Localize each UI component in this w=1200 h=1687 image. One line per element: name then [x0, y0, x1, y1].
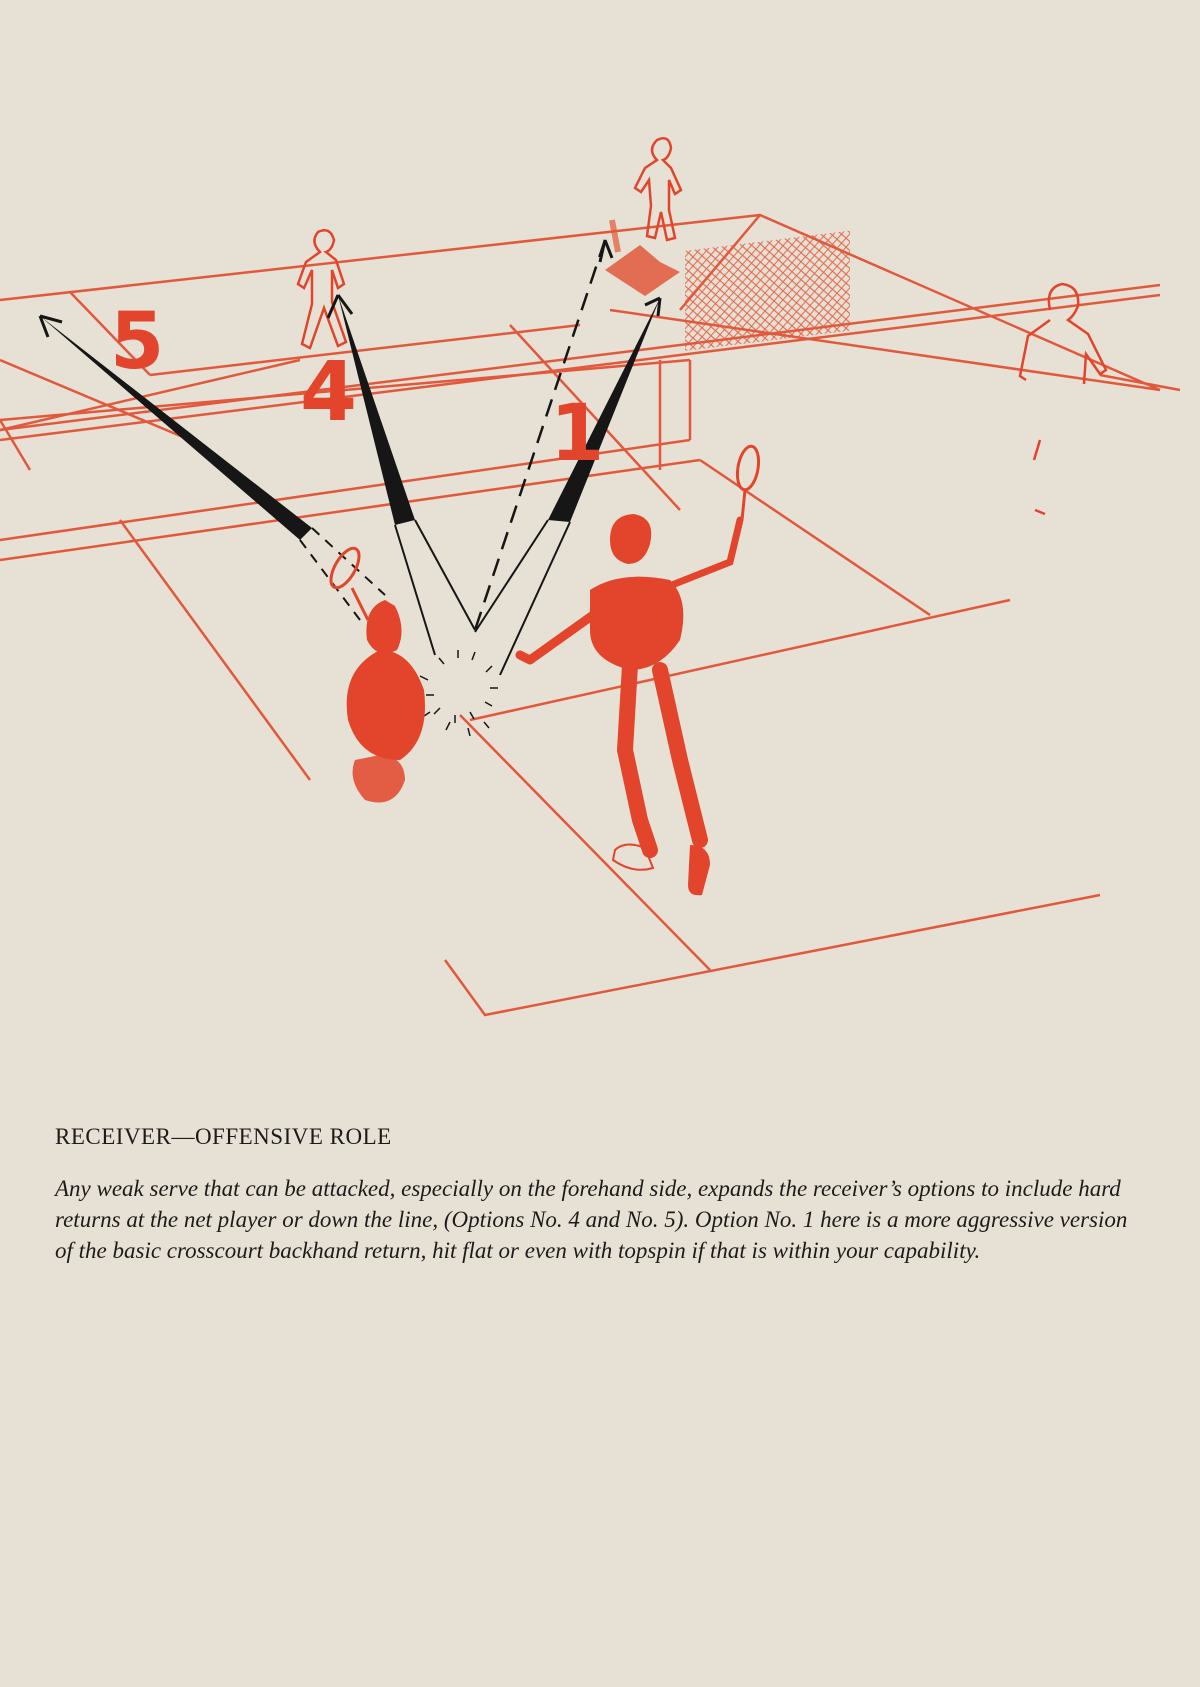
option-label-1: 1 [550, 389, 605, 479]
ball-impact-burst [420, 650, 498, 736]
arrow-option-5 [40, 316, 312, 540]
receiver-player [325, 544, 425, 803]
caption-body: Any weak serve that can be attacked, especially on the forehand side, expands the receiver’s options to include hard returns at the net player or down the line, (Options No. 4 and No. 5). Option No. 1 here is a more aggressive version of the basic crosscourt backhand return, hit flat or even with topspin if that is within your capability. [55, 1176, 1128, 1263]
caption-heading: RECEIVER—OFFENSIVE ROLE [55, 1124, 392, 1149]
option-label-4: 4 [300, 345, 358, 440]
net-mesh [685, 231, 850, 351]
option-label-5: 5 [110, 297, 165, 387]
target-shadow [605, 245, 680, 296]
